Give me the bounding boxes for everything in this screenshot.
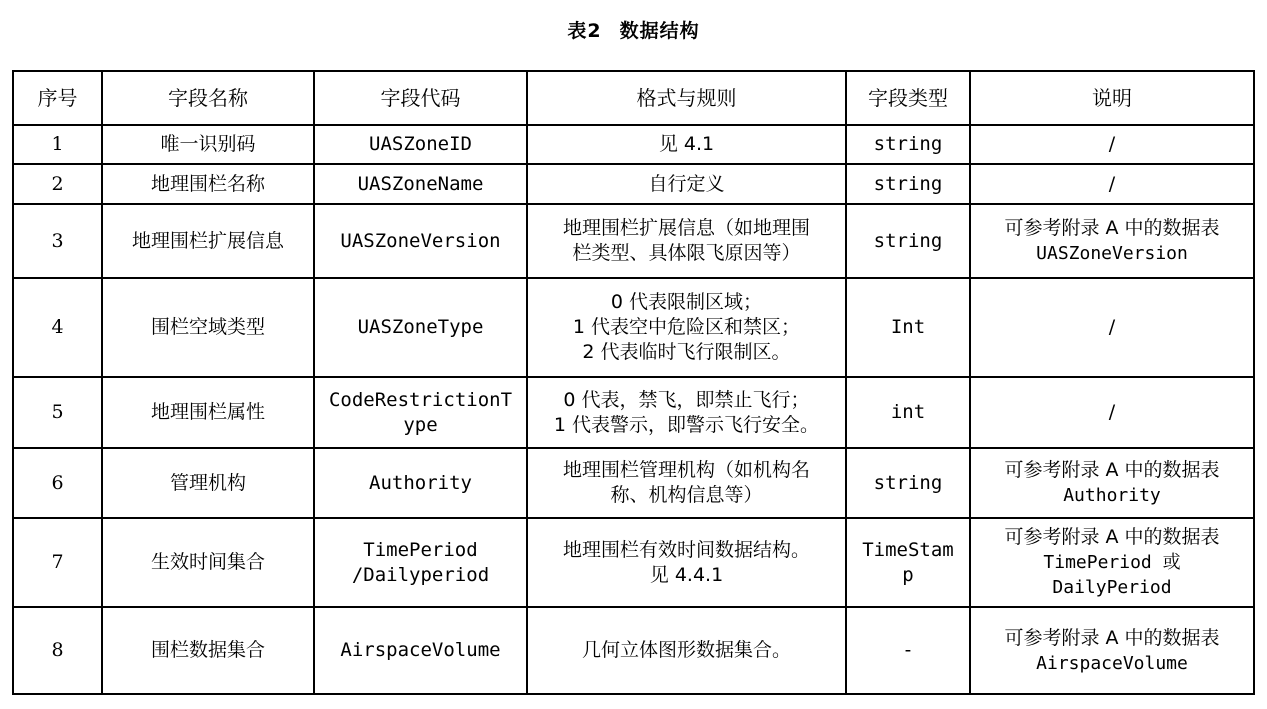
format-rule: 地理围栏管理机构（如机构名 称、机构信息等）	[527, 448, 846, 518]
field-name: 围栏数据集合	[102, 607, 314, 694]
header-cell: 字段代码	[314, 71, 527, 125]
table-row	[13, 164, 1254, 204]
field-name: 地理围栏名称	[102, 164, 314, 204]
field-note: 可参考附录 A 中的数据表 UASZoneVersion	[970, 204, 1254, 278]
table-row	[13, 448, 1254, 518]
header-cell: 序号	[13, 71, 102, 125]
field-name: 围栏空域类型	[102, 278, 314, 377]
row-number: 2	[13, 164, 102, 204]
field-note: /	[970, 377, 1254, 448]
row-number: 5	[13, 377, 102, 448]
field-code: CodeRestrictionT ype	[314, 377, 527, 448]
field-note: /	[970, 125, 1254, 164]
field-type: string	[846, 204, 970, 278]
format-rule: 0 代表，禁飞，即禁止飞行； 1 代表警示，即警示飞行安全。	[527, 377, 846, 448]
table-row	[13, 377, 1254, 448]
field-note: /	[970, 164, 1254, 204]
field-note: 可参考附录 A 中的数据表 Authority	[970, 448, 1254, 518]
format-rule: 地理围栏有效时间数据结构。 见 4.4.1	[527, 518, 846, 607]
field-code: UASZoneType	[314, 278, 527, 377]
table-title: 数据结构	[619, 20, 700, 42]
field-type: Int	[846, 278, 970, 377]
format-rule: 地理围栏扩展信息（如地理围 栏类型、具体限飞原因等）	[527, 204, 846, 278]
field-code: TimePeriod /Dailyperiod	[314, 518, 527, 607]
table-row	[13, 607, 1254, 694]
field-type: int	[846, 377, 970, 448]
row-number: 7	[13, 518, 102, 607]
data-structure-table	[12, 70, 1255, 695]
field-code: Authority	[314, 448, 527, 518]
table-row	[13, 518, 1254, 607]
row-number: 6	[13, 448, 102, 518]
field-type: -	[846, 607, 970, 694]
row-number: 3	[13, 204, 102, 278]
field-note: /	[970, 278, 1254, 377]
field-note: 可参考附录 A 中的数据表 TimePeriod 或 DailyPeriod	[970, 518, 1254, 607]
field-name: 唯一识别码	[102, 125, 314, 164]
field-code: AirspaceVolume	[314, 607, 527, 694]
header-cell: 格式与规则	[527, 71, 846, 125]
header-cell: 字段名称	[102, 71, 314, 125]
row-number: 4	[13, 278, 102, 377]
table-row	[13, 204, 1254, 278]
field-name: 地理围栏扩展信息	[102, 204, 314, 278]
row-number: 1	[13, 125, 102, 164]
field-type: string	[846, 448, 970, 518]
header-row	[13, 71, 1254, 125]
table-row	[13, 278, 1254, 377]
field-name: 管理机构	[102, 448, 314, 518]
header-cell: 说明	[970, 71, 1254, 125]
format-rule: 几何立体图形数据集合。	[527, 607, 846, 694]
table-row	[13, 125, 1254, 164]
field-code: UASZoneID	[314, 125, 527, 164]
format-rule: 0 代表限制区域； 1 代表空中危险区和禁区； 2 代表临时飞行限制区。	[527, 278, 846, 377]
table-number: 表2	[567, 20, 602, 42]
field-name: 生效时间集合	[102, 518, 314, 607]
field-note: 可参考附录 A 中的数据表 AirspaceVolume	[970, 607, 1254, 694]
table-caption	[0, 16, 1267, 43]
field-type: TimeStam p	[846, 518, 970, 607]
row-number: 8	[13, 607, 102, 694]
format-rule: 自行定义	[527, 164, 846, 204]
field-type: string	[846, 125, 970, 164]
header-cell: 字段类型	[846, 71, 970, 125]
field-name: 地理围栏属性	[102, 377, 314, 448]
field-type: string	[846, 164, 970, 204]
field-code: UASZoneVersion	[314, 204, 527, 278]
field-code: UASZoneName	[314, 164, 527, 204]
format-rule: 见 4.1	[527, 125, 846, 164]
